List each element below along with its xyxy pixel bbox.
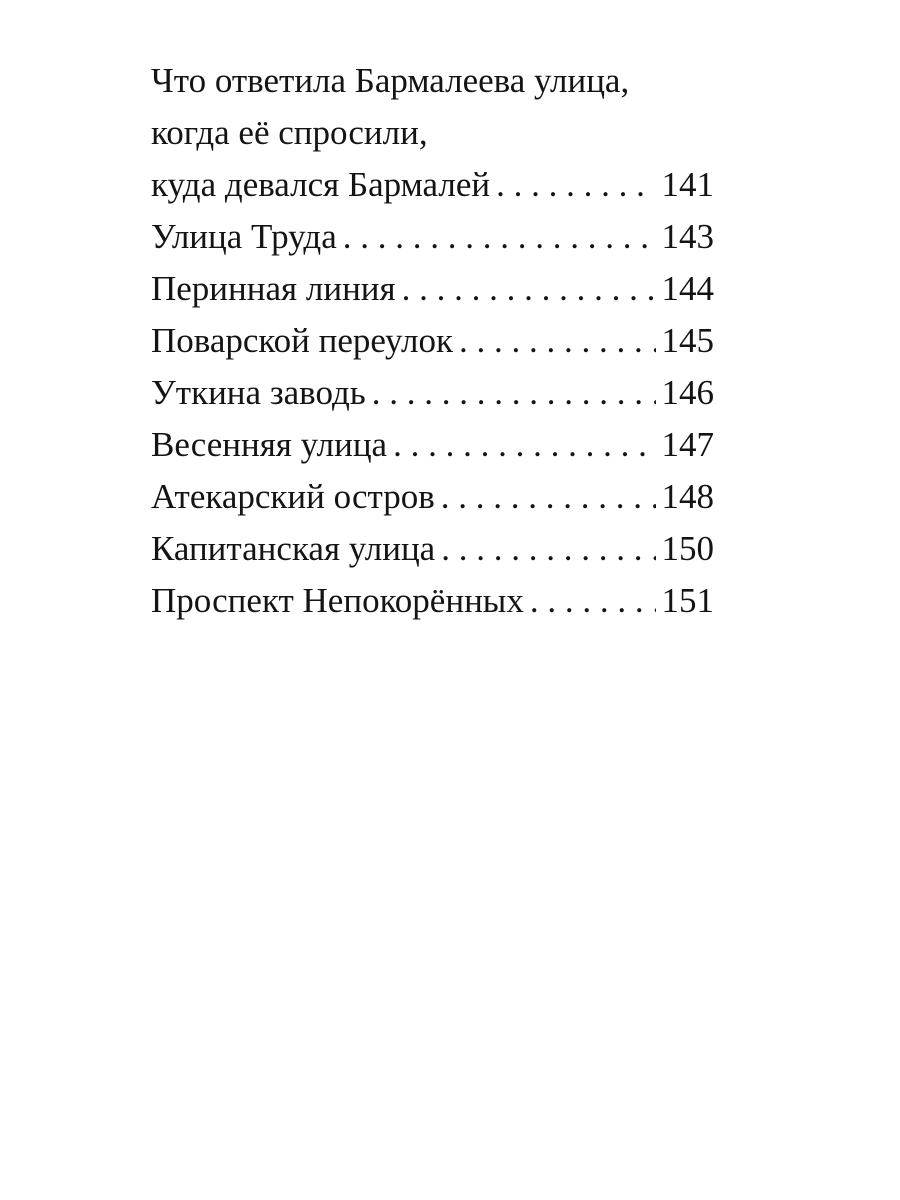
toc-entry-last-line xyxy=(151,367,714,419)
toc-entry-title: Улица Труда xyxy=(151,217,337,256)
dot-leader xyxy=(402,263,656,315)
toc-entry-last-line xyxy=(151,211,714,263)
toc-entry-title: когда её спросили, xyxy=(151,113,428,152)
dot-leader xyxy=(496,159,655,211)
dot-leader xyxy=(459,315,656,367)
toc-entry xyxy=(151,575,714,627)
toc-page-number: 151 xyxy=(661,581,714,620)
toc-entry-title: Капитанская улица xyxy=(151,529,436,568)
toc-entry-last-line xyxy=(151,315,714,367)
toc-page-number: 146 xyxy=(661,373,714,412)
toc-entry-last-line xyxy=(151,263,714,315)
toc-entry-title-line xyxy=(151,107,714,159)
dot-leader xyxy=(393,419,655,471)
toc-entry-last-line xyxy=(151,575,714,627)
toc-entry-title: Атекарский остров xyxy=(151,477,435,516)
toc-entry xyxy=(151,55,714,211)
toc-entry-last-line xyxy=(151,159,714,211)
dot-leader xyxy=(441,471,656,523)
toc-page-number: 141 xyxy=(661,165,714,204)
toc-page-number: 147 xyxy=(661,425,714,464)
table-of-contents xyxy=(151,55,714,627)
toc-page-number: 144 xyxy=(661,269,714,308)
dot-leader xyxy=(343,211,656,263)
toc-page-number: 148 xyxy=(661,477,714,516)
toc-entry-title: Уткина заводь xyxy=(151,373,366,412)
toc-entry-title: куда девался Бармалей xyxy=(151,165,491,204)
toc-page-number: 145 xyxy=(661,321,714,360)
toc-entry xyxy=(151,419,714,471)
toc-entry-last-line xyxy=(151,471,714,523)
toc-entry xyxy=(151,523,714,575)
toc-entry xyxy=(151,211,714,263)
toc-entry-title: Поварской переулок xyxy=(151,321,453,360)
toc-entry xyxy=(151,367,714,419)
toc-entry-title: Перинная линия xyxy=(151,269,396,308)
toc-entry-title: Проспект Непокорённых xyxy=(151,581,524,620)
dot-leader xyxy=(530,575,656,627)
toc-entry-last-line xyxy=(151,419,714,471)
toc-entry xyxy=(151,263,714,315)
toc-entry-title: Что ответила Бармалеева улица, xyxy=(151,61,630,100)
toc-entry-title-line xyxy=(151,55,714,107)
dot-leader xyxy=(372,367,656,419)
toc-page-number: 143 xyxy=(661,217,714,256)
toc-entry-title: Весенняя улица xyxy=(151,425,388,464)
toc-entry xyxy=(151,471,714,523)
dot-leader xyxy=(441,523,655,575)
toc-entry xyxy=(151,315,714,367)
toc-page-number: 150 xyxy=(661,529,714,568)
toc-entry-last-line xyxy=(151,523,714,575)
